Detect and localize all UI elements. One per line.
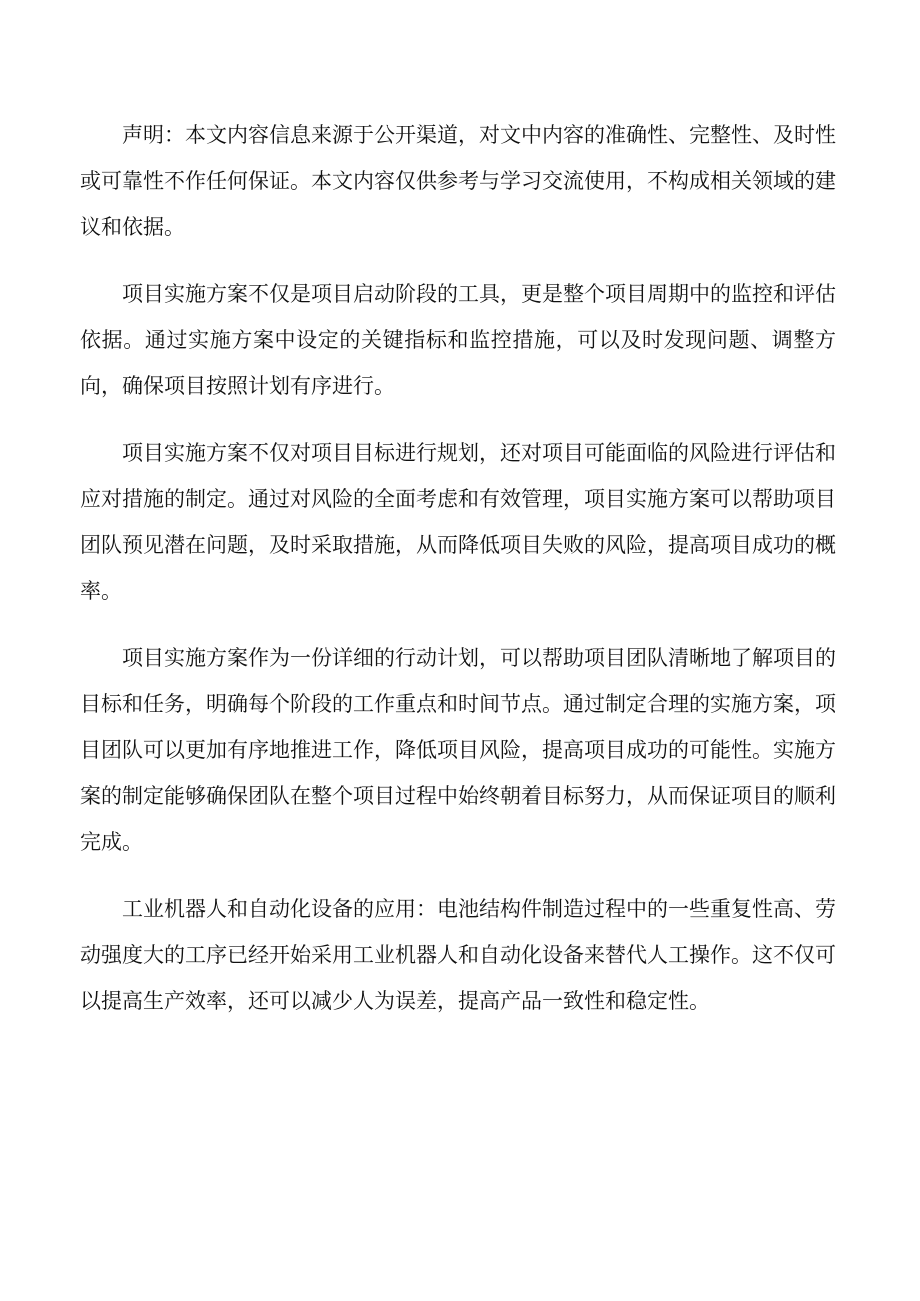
body-paragraph: 工业机器人和自动化设备的应用：电池结构件制造过程中的一些重复性高、劳动强度大的工序已经开始采用工业机器人和自动化设备来替代人工操作。这不仅可以提高生产效率，还可以减少人为误差，提高产品一致性和稳定性。: [80, 897, 836, 1013]
disclaimer-paragraph: 声明：本文内容信息来源于公开渠道，对文中内容的准确性、完整性、及时性或可靠性不作任何保证。本文内容仅供参考与学习交流使用，不构成相关领域的建议和依据。: [80, 123, 836, 239]
body-paragraph: 项目实施方案不仅对项目目标进行规划，还对项目可能面临的风险进行评估和应对措施的制定。通过对风险的全面考虑和有效管理，项目实施方案可以帮助项目团队预见潜在问题，及时采取措施，从而降低项目失败的风险，提高项目成功的概率。: [80, 441, 836, 603]
document-body: [80, 112, 836, 1045]
body-paragraph: 项目实施方案作为一份详细的行动计划，可以帮助项目团队清晰地了解项目的目标和任务，明确每个阶段的工作重点和时间节点。通过制定合理的实施方案，项目团队可以更加有序地推进工作，降低项目风险，提高项目成功的可能性。实施方案的制定能够确保团队在整个项目过程中始终朝着目标努力，从而保证项目的顺利完成。: [80, 646, 836, 854]
body-paragraph: 项目实施方案不仅是项目启动阶段的工具，更是整个项目周期中的监控和评估依据。通过实施方案中设定的关键指标和监控措施，可以及时发现问题、调整方向，确保项目按照计划有序进行。: [80, 282, 836, 398]
